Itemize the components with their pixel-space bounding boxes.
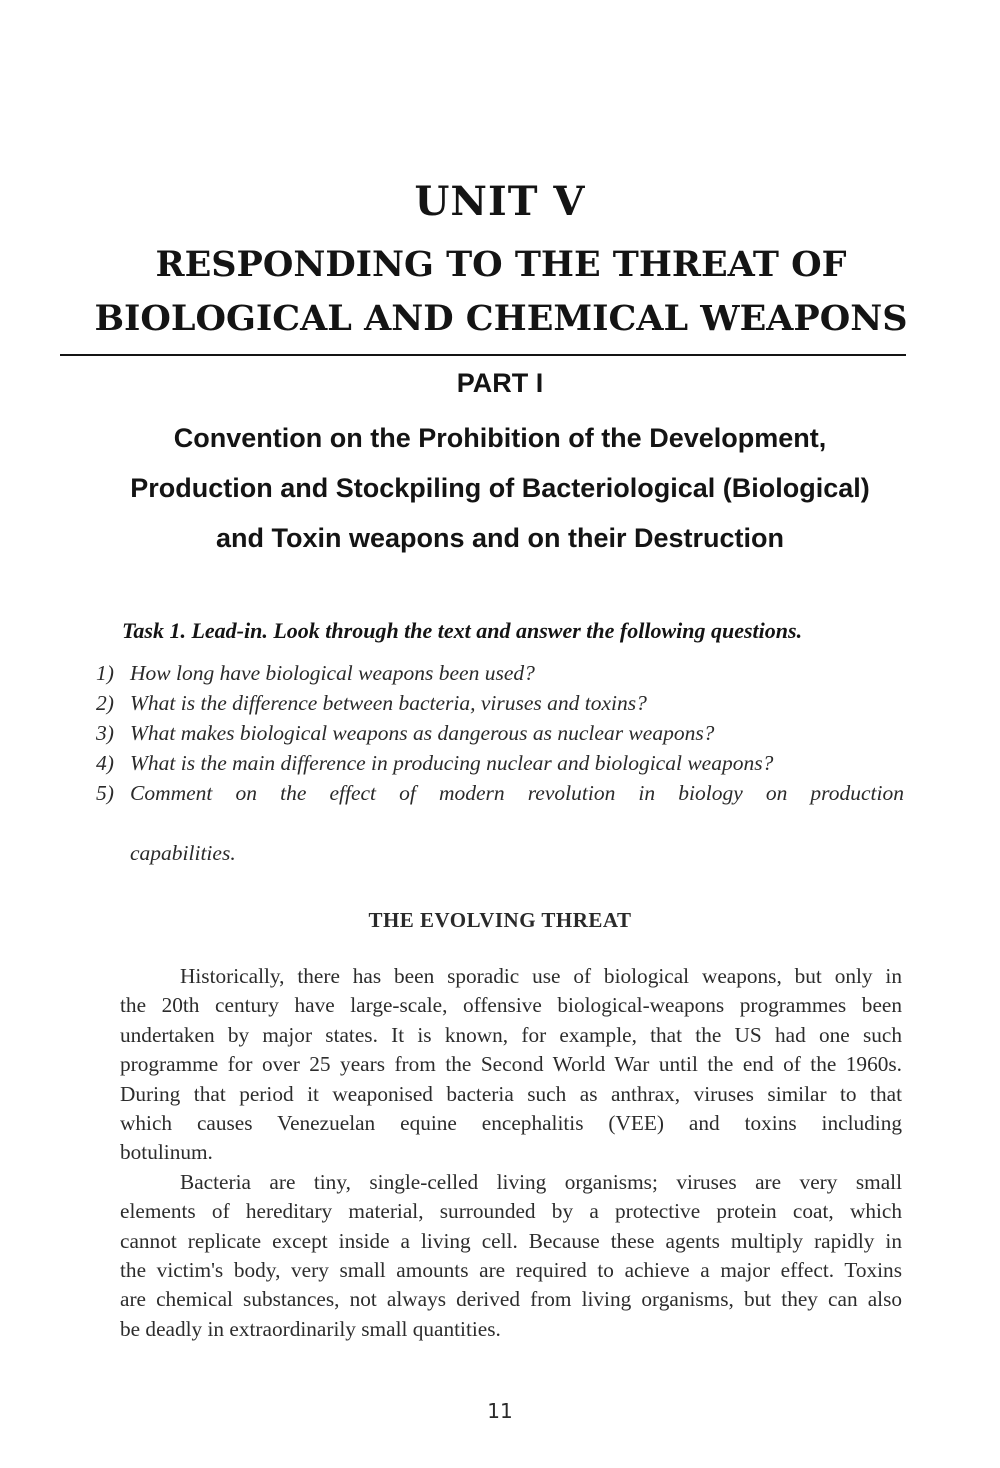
text-line: the 20th century have large-scale, offensive biological-weapons programmes been xyxy=(120,993,902,1018)
unit-title-line: RESPONDING TO THE THREAT OF xyxy=(155,244,847,285)
unit-title-line: BIOLOGICAL AND CHEMICAL WEAPONS xyxy=(94,298,908,339)
page-number: 11 xyxy=(487,1399,513,1423)
text-line: undertaken by major states. It is known, for example, that the US had one such xyxy=(120,1022,902,1047)
question-text: What is the difference between bacteria, viruses and toxins? xyxy=(130,691,647,715)
heading-underline xyxy=(60,354,906,356)
part-title xyxy=(30,413,970,563)
text-line: Historically, there has been sporadic use of biological weapons, but only in xyxy=(180,964,902,988)
part-title-line: and Toxin weapons and on their Destruction xyxy=(215,523,785,553)
text-line: During that period it weaponised bacteria such as anthrax, viruses similar to that xyxy=(120,1081,902,1106)
question-item xyxy=(96,778,904,868)
question-number: 4) xyxy=(96,751,114,775)
text-line: botulinum. xyxy=(120,1140,213,1165)
part-label: PART I xyxy=(456,368,544,398)
question-item xyxy=(96,658,904,688)
question-item xyxy=(96,688,904,718)
part-title-line: Convention on the Prohibition of the Development, xyxy=(173,423,827,453)
text-line: cannot replicate except inside a living cell. Because these agents multiply rapidly in xyxy=(120,1228,902,1253)
question-text: What makes biological weapons as dangerous as nuclear weapons? xyxy=(130,721,715,745)
text-line: are chemical substances, not always derived from living organisms, but they can also xyxy=(120,1287,902,1312)
section-heading: THE EVOLVING THREAT xyxy=(368,908,632,932)
question-text: How long have biological weapons been used? xyxy=(130,661,535,685)
text-line: Bacteria are tiny, single-celled living organisms; viruses are very small xyxy=(180,1169,902,1194)
question-text: Comment on the effect of modern revolution in biology on production xyxy=(130,781,904,805)
text-line: programme for over 25 years from the Second World War until the end of the 1960s. xyxy=(120,1052,902,1077)
unit-title xyxy=(58,238,944,346)
text-line: the victim's body, very small amounts are required to achieve a major effect. Toxins xyxy=(120,1258,902,1283)
text-line: which causes Venezuelan equine encephalitis (VEE) and toxins including xyxy=(120,1111,902,1136)
paragraph xyxy=(60,1168,902,1344)
body-text xyxy=(60,962,902,1344)
question-number: 1) xyxy=(96,661,114,685)
unit-number: UNIT V xyxy=(414,178,586,225)
text-line: elements of hereditary material, surrounded by a protective protein coat, which xyxy=(120,1199,902,1224)
part-title-line: Production and Stockpiling of Bacteriological (Biological) xyxy=(130,473,870,503)
question-text-continued: capabilities. xyxy=(130,841,236,865)
text-line: be deadly in extraordinarily small quantities. xyxy=(120,1316,501,1341)
question-text: What is the main difference in producing nuclear and biological weapons? xyxy=(130,751,774,775)
question-number: 3) xyxy=(96,721,114,745)
question-item xyxy=(96,718,904,748)
question-number: 2) xyxy=(96,691,114,715)
task-instruction: Task 1. Lead-in. Look through the text and answer the following questions. xyxy=(122,618,803,643)
question-list xyxy=(96,658,904,868)
question-number: 5) xyxy=(96,781,114,805)
question-item xyxy=(96,748,904,778)
paragraph xyxy=(60,962,902,1168)
